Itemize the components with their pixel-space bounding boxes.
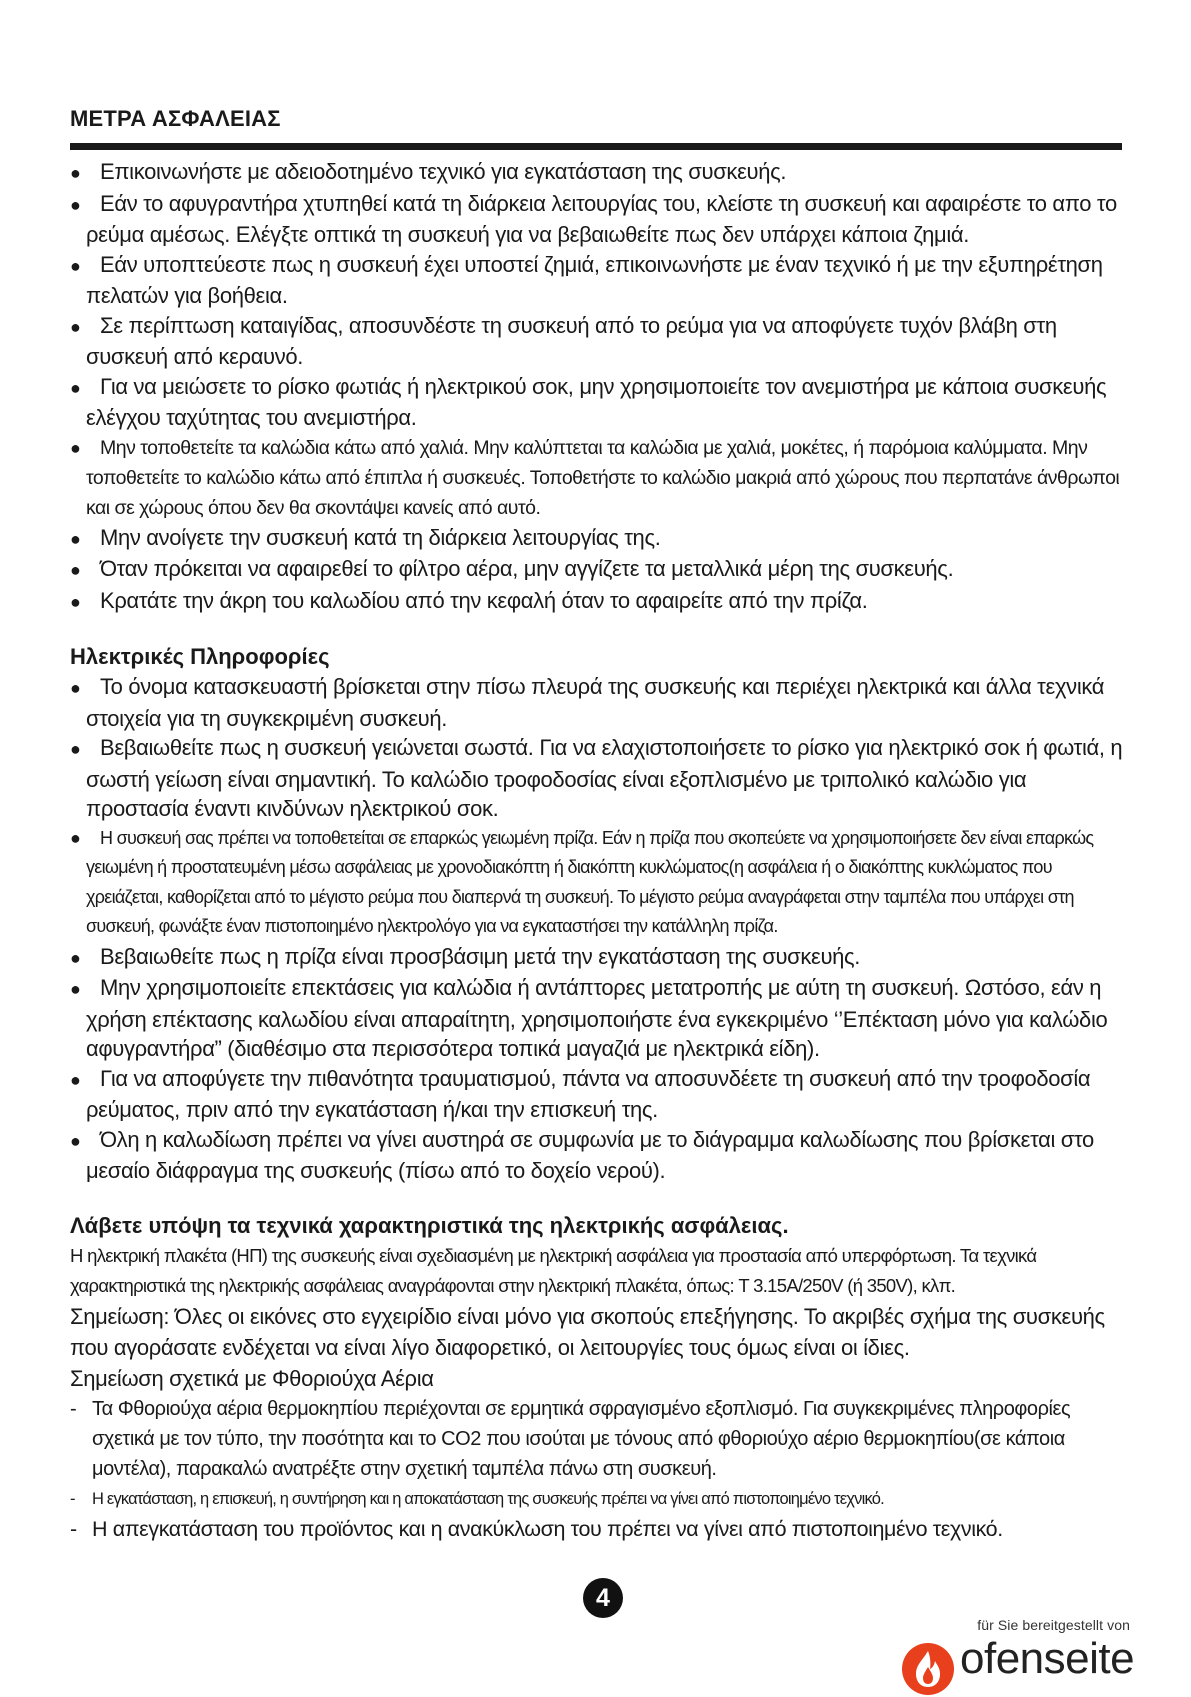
brand-name: ofenseite — [960, 1634, 1135, 1683]
list-item: ● Μην ανοίγετε την συσκευή κατά τη διάρκεια λειτουργίας της. — [70, 523, 1126, 555]
bullet-icon: ● — [70, 560, 81, 580]
list-item: ● Εάν υποπτεύεστε πως η συσκευή έχει υποστεί ζημιά, επικοινωνήστε με έναν τεχνικό ή με την εξυπηρέτηση πελατών για βοήθεια. — [70, 251, 1103, 308]
content — [70, 157, 1126, 1544]
bullet-icon: ● — [70, 1130, 81, 1151]
bullet-icon: ● — [70, 947, 81, 968]
bullet-icon: ● — [70, 678, 81, 698]
bullet-icon: ● — [70, 163, 81, 183]
list-item: ● Η συσκευή σας πρέπει να τοποθετείται σε επαρκώς γειωμένη πρίζα. Εάν η πρίζα που σκοπεύετε να χρησιμοποιήσετε δεν είναι επαρκώς γειωμένη ή προστατευμένη μέσω ασφάλειας με χρονοδιακόπτη ή διακόπτη κυκλώματος(η ασφάλεια ή ο διακόπτης κυκλώματος που χρειάζεται, καθορίζεται από το μέγιστο ρεύμα που διαπερνά τη συσκευή. Το μέγιστο ρεύμα αναγράφεται στην ταμπέλα που υπάρχει στη συσκευή, φωνάξτε έναν πιστοποιημένο ηλεκτρολόγο για να εγκαταστήσει την κατάλληλη πρίζα. — [70, 824, 1126, 942]
list-item: ● Μην τοποθετείτε τα καλώδια κάτω από χαλιά. Μην καλύπτεται τα καλώδια με χαλιά, μοκέτες, ή παρόμοια καλύμματα. Μην τοποθετείτε το καλώδιο κάτω από έπιπλα ή συσκευές. Τοποθετήστε το καλώδιο μακριά από χώρους που περπατάνε άνθρωποι και σε χώρους όπου δεν θα σκοντάψει κανείς από αυτό. — [70, 433, 1126, 523]
bullet-icon: ● — [70, 316, 81, 337]
bullet-icon: ● — [70, 739, 81, 759]
list-item: - Η απεγκατάσταση του προϊόντος και η ανακύκλωση του πρέπει να γίνει από πιστοποιημένο τεχνικό. — [70, 1516, 1003, 1541]
list-item: - Τα Φθοριούχα αέρια θερμοκηπίου περιέχονται σε ερμητικά σφραγισμένο εξοπλισμό. Για συγκεκριμένες πληροφορίες σχετικά με τον τύπο, την ποσότητα και το CO2 που ισούται με τόνους από φθοριούχο αέριο θερμοκηπίου(σε κάποια μοντέλα), παρακαλώ ανατρέξτε στην σχετική ταμπέλα πάνω στη συσκευή. — [70, 1397, 1071, 1480]
bullet-icon: ● — [70, 377, 81, 398]
fuse-text: Η ηλεκτρική πλακέτα (ΗΠ) της συσκευής είναι σχεδιασμένη με ηλεκτρική ασφάλεια για προστασία από υπερφόρτωση. Τα τεχνικά χαρακτηριστικά της ηλεκτρικής ασφάλειας αναγράφονται στην ηλεκτρική πλακέτα, όπως: T 3.15A/250V (ή 350V), κλπ. — [70, 1244, 1037, 1296]
safety-list — [70, 157, 1126, 617]
list-item: ● Κρατάτε την άκρη του καλωδίου από την κεφαλή όταν το αφαιρείτε από την πρίζα. — [70, 586, 1126, 618]
title-divider — [70, 143, 1122, 150]
bullet-icon: ● — [70, 528, 81, 549]
bullet-icon: ● — [70, 827, 81, 848]
list-item: ● Όταν πρόκειται να αφαιρεθεί το φίλτρο αέρα, μην αγγίζετε τα μεταλλικά μέρη της συσκευής. — [70, 554, 1126, 586]
list-item: ● Επικοινωνήστε με αδειοδοτημένο τεχνικό για εγκατάσταση της συσκευής. — [70, 157, 1126, 189]
brand-watermark — [900, 1617, 1135, 1683]
list-item: ● Εάν το αφυγραντήρα χτυπηθεί κατά τη διάρκεια λειτουργίας του, κλείστε τη συσκευή και αφαιρέστε το απο το ρεύμα αμέσως. Ελέγξτε οπτικά τη συσκευή για να βεβαιωθείτε πως δεν υπάρχει κάποια ζημιά. — [70, 190, 1117, 247]
fluorinated-gas-list — [70, 1394, 1126, 1544]
list-item: ● Το όνομα κατασκευαστή βρίσκεται στην πίσω πλευρά της συσκευής και περιέχει ηλεκτρικά και άλλα τεχνικά στοιχεία για τη συγκεκριμένη συσκευή. — [70, 674, 1105, 731]
bullet-icon: ● — [70, 255, 81, 276]
flame-logo-icon — [900, 1641, 956, 1697]
bullet-icon: ● — [70, 437, 81, 458]
list-item: - Η εγκατάσταση, η επισκευή, η συντήρηση και η αποκατάσταση της συσκευής πρέπει να γίνει από πιστοποιημένο τεχνικό. — [70, 1489, 884, 1508]
bullet-icon: ● — [70, 1069, 81, 1090]
list-item: ● Όλη η καλωδίωση πρέπει να γίνει αυστηρά σε συμφωνία με το διάγραμμα καλωδίωσης που βρίσκεται στο μεσαίο διάφραγμα της συσκευής (πίσω από το δοχείο νερού). — [70, 1126, 1094, 1183]
list-item: ● Βεβαιωθείτε πως η συσκευή γειώνεται σωστά. Για να ελαχιστοποιήσετε το ρίσκο για ηλεκτρικό σοκ ή φωτιά, η σωστή γείωση είναι σημαντική. Το καλώδιο τροφοδοσίας είναι εξοπλισμένο με τριπολικό καλώδιο για προστασία έναντι κινδύνων ηλεκτρικού σοκ. — [70, 735, 1123, 821]
list-item: ● Για να αποφύγετε την πιθανότητα τραυματισμού, πάντα να αποσυνδέετε τη συσκευή από την τροφοδοσία ρεύματος, πριν από την εγκατάσταση ή/και την επισκευή της. — [70, 1065, 1091, 1122]
section-title-fuse: Λάβετε υπόψη τα τεχνικά χαρακτηριστικά της ηλεκτρικής ασφάλειας. — [70, 1212, 789, 1238]
page-title: ΜΕΤΡΑ ΑΣΦΑΛΕΙΑΣ — [70, 106, 281, 131]
list-item: ● Για να μειώσετε το ρίσκο φωτιάς ή ηλεκτρικού σοκ, μην χρησιμοποιείτε τον ανεμιστήρα με κάποια συσκευής ελέγχου ταχύτητας του ανεμιστήρα. — [70, 373, 1107, 430]
fluorinated-gas-heading: Σημείωση σχετικά με Φθοριούχα Αέρια — [70, 1365, 434, 1391]
brand-tagline: für Sie bereitgestellt von — [977, 1617, 1130, 1633]
list-item: ● Σε περίπτωση καταιγίδας, αποσυνδέστε τη συσκευή από το ρεύμα για να αποφύγετε τυχόν βλάβη στη συσκευή από κεραυνό. — [70, 312, 1057, 369]
list-item: ● Βεβαιωθείτε πως η πρίζα είναι προσβάσιμη μετά την εγκατάσταση της συσκευής. — [70, 942, 1126, 974]
section-title-electrical: Ηλεκτρικές Πληροφορίες — [70, 644, 330, 669]
bullet-icon: ● — [70, 194, 81, 215]
list-item: ● Μην χρησιμοποιείτε επεκτάσεις για καλώδια ή αντάπτορες μετατροπής με αύτη τη συσκευή. Ωστόσο, εάν η χρήση επέκτασης καλωδίου είναι απαραίτητη, χρησιμοποιήστε ένα εγκεκριμένο ‘’Επέκταση μόνο για καλώδιο αφυγραντήρα” (διαθέσιμο στα περισσότερα τοπικά μαγαζιά με ηλεκτρικά είδη). — [70, 975, 1108, 1061]
bullet-icon: ● — [70, 979, 81, 999]
page-number: 4 — [583, 1578, 623, 1618]
electrical-list — [70, 672, 1126, 1186]
illustration-note: Σημείωση: Όλες οι εικόνες στο εγχειρίδιο είναι μόνο για σκοπούς επεξήγησης. Το ακριβές σχήμα της συσκευής που αγοράσατε ενδέχεται να είναι λίγο διαφορετικό, οι λειτουργίες τους όμως είναι οι ίδιες. — [70, 1303, 1105, 1360]
bullet-icon: ● — [70, 591, 81, 612]
